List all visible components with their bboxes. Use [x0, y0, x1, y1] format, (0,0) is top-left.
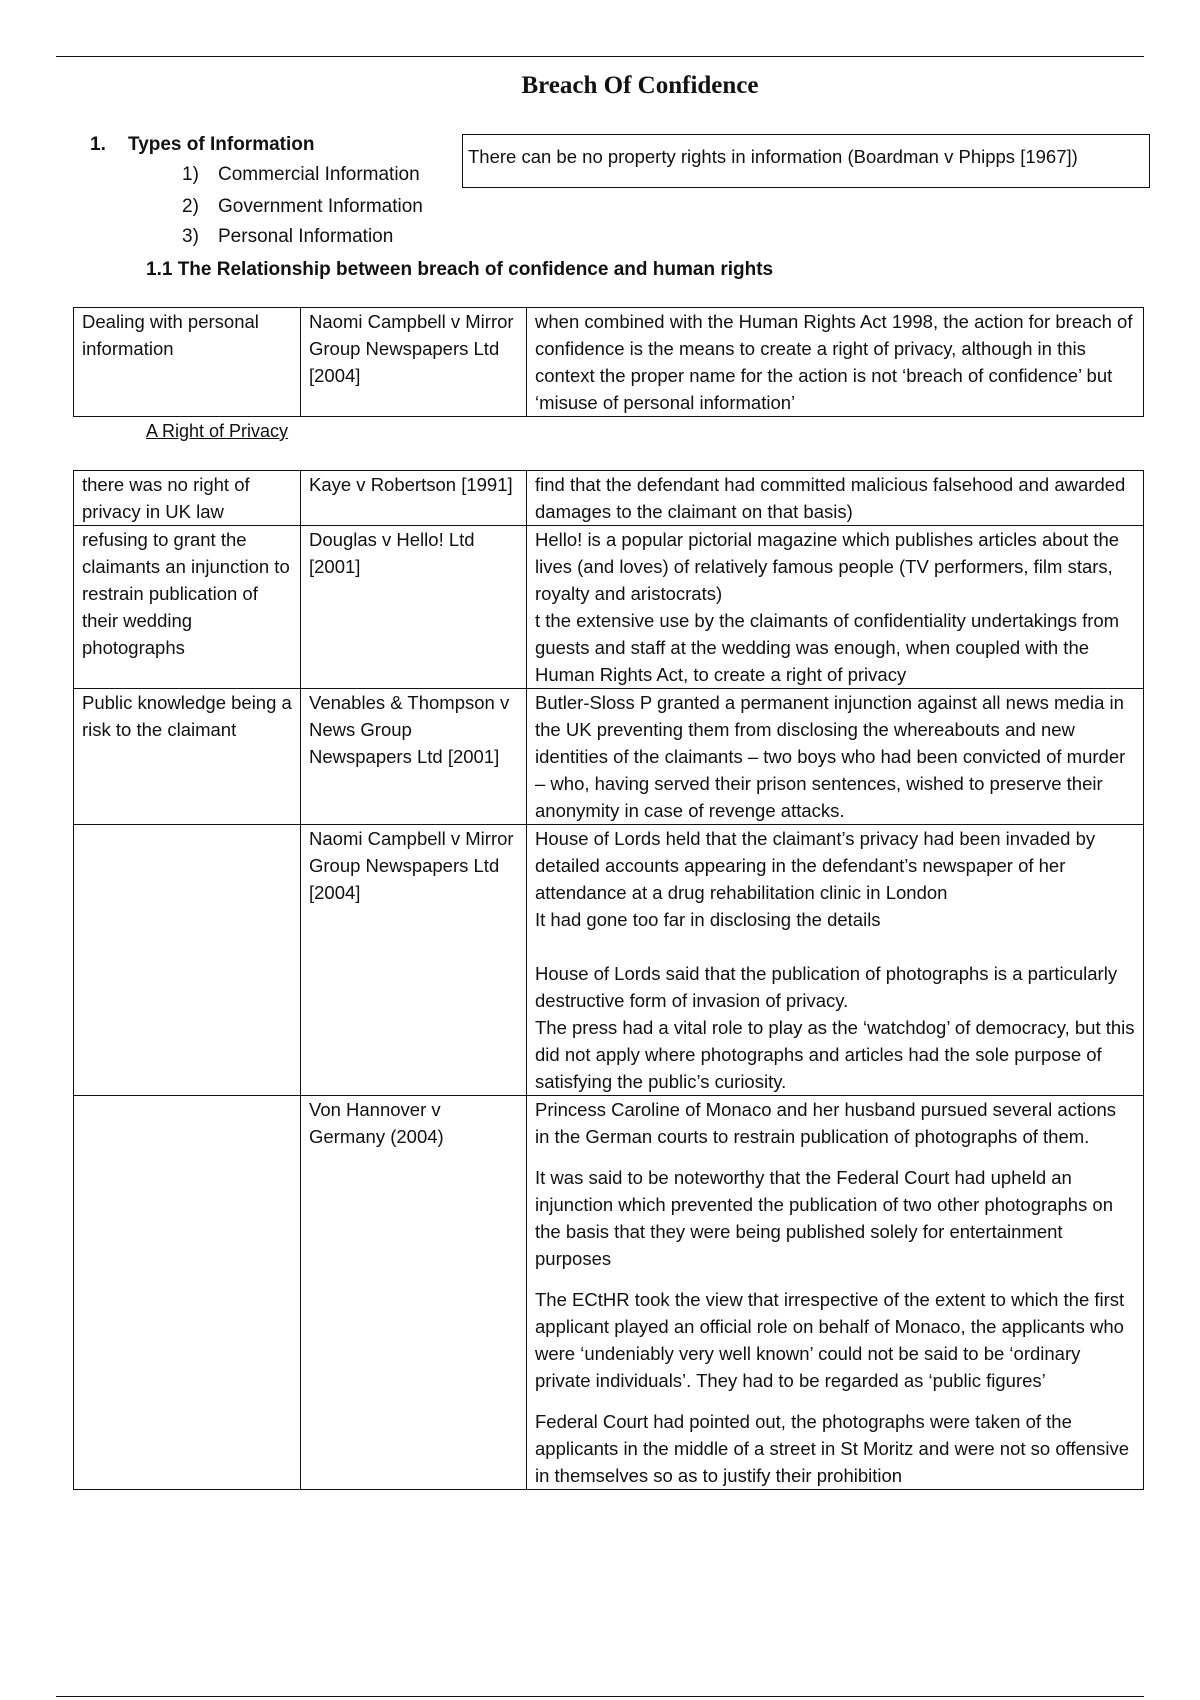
list-item: [182, 164, 420, 186]
page-title: Breach Of Confidence: [521, 72, 759, 99]
case-cell: Naomi Campbell v Mirror Group Newspapers Ltd [2004]: [301, 825, 527, 1096]
section-heading-text: Types of Information: [128, 134, 315, 155]
topic-cell: refusing to grant the claimants an injunction to restrain publication of their wedding photographs: [74, 526, 301, 689]
table-row: [74, 308, 1144, 417]
property-rights-note: There can be no property rights in information (Boardman v Phipps [1967]): [462, 134, 1150, 188]
detail-paragraph: The ECtHR took the view that irrespective of the extent to which the first applicant played an official role on behalf of Monaco, the applicants who were ‘undeniably very well known’ could not be said to be ‘ordinary private individuals’. They had to be regarded as ‘public figures’: [535, 1289, 1125, 1391]
topic-cell: [74, 825, 301, 1096]
list-item-label: Personal Information: [218, 226, 394, 247]
case-cell: Naomi Campbell v Mirror Group Newspapers Ltd [2004]: [301, 308, 527, 417]
detail-cell: [527, 1096, 1144, 1490]
topic-cell: Dealing with personal information: [74, 308, 301, 417]
table-row: [74, 825, 1144, 1096]
detail-cell: Butler-Sloss P granted a permanent injunction against all news media in the UK preventing them from disclosing the whereabouts and new identities of the claimants – two boys who had been convicted of murder – who, having served their prison sentences, wished to preserve their anonymity in case of revenge attacks.: [527, 689, 1144, 825]
list-item-label: Commercial Information: [218, 164, 420, 185]
detail-paragraph: Federal Court had pointed out, the photographs were taken of the applicants in the middle of a street in St Moritz and were not so offensive in themselves so as to justify their prohibition: [535, 1411, 1130, 1486]
detail-cell: find that the defendant had committed malicious falsehood and awarded damages to the claimant on that basis): [527, 471, 1144, 526]
detail-cell: [527, 825, 1144, 1096]
table-row: [74, 471, 1144, 526]
top-rule: [56, 56, 1144, 57]
bottom-rule: [56, 1696, 1144, 1697]
table-row: [74, 1096, 1144, 1490]
case-cell: Venables & Thompson v News Group Newspapers Ltd [2001]: [301, 689, 527, 825]
detail-paragraph: t the extensive use by the claimants of confidentiality undertakings from guests and staff at the wedding was enough, when coupled with the Human Rights Act, to create a right of privacy: [535, 610, 1120, 685]
section-number: 1.: [90, 134, 106, 155]
table-row: [74, 526, 1144, 689]
list-item-number: 2): [182, 196, 199, 217]
detail-cell: [527, 526, 1144, 689]
personal-information-table: [73, 307, 1144, 417]
right-of-privacy-table: [73, 470, 1144, 1490]
detail-paragraph: Princess Caroline of Monaco and her husband pursued several actions in the German courts to restrain publication of photographs of them.: [535, 1099, 1117, 1147]
topic-cell: there was no right of privacy in UK law: [74, 471, 301, 526]
detail-paragraph: House of Lords said that the publication of photographs is a particularly destructive form of invasion of privacy.: [535, 963, 1118, 1011]
detail-paragraph: It had gone too far in disclosing the details: [535, 909, 881, 930]
table-caption: A Right of Privacy: [146, 421, 289, 441]
detail-cell: when combined with the Human Rights Act 1998, the action for breach of confidence is the means to create a right of privacy, although in this context the proper name for the action is not ‘breach of confidence’ but ‘misuse of personal information’: [527, 308, 1144, 417]
topic-cell: Public knowledge being a risk to the claimant: [74, 689, 301, 825]
section-heading: [90, 134, 314, 156]
detail-paragraph: House of Lords held that the claimant’s privacy had been invaded by detailed accounts appearing in the defendant’s newspaper of her attendance at a drug rehabilitation clinic in London: [535, 828, 1096, 903]
case-cell: Von Hannover v Germany (2004): [301, 1096, 527, 1490]
list-item: [182, 226, 393, 248]
detail-paragraph: The press had a vital role to play as the ‘watchdog’ of democracy, but this did not apply where photographs and articles had the sole purpose of satisfying the public’s curiosity.: [535, 1017, 1135, 1092]
table-row: [74, 689, 1144, 825]
detail-paragraph: Hello! is a popular pictorial magazine which publishes articles about the lives (and loves) of relatively famous people (TV performers, film stars, royalty and aristocrats): [535, 529, 1120, 604]
case-cell: Douglas v Hello! Ltd [2001]: [301, 526, 527, 689]
case-cell: Kaye v Robertson [1991]: [301, 471, 527, 526]
topic-cell: [74, 1096, 301, 1490]
detail-paragraph: It was said to be noteworthy that the Federal Court had upheld an injunction which prevented the publication of two other photographs on the basis that they were being published solely for entertainment purposes: [535, 1167, 1113, 1269]
list-item-number: 1): [182, 164, 199, 185]
list-item-label: Government Information: [218, 196, 423, 217]
list-item: [182, 196, 423, 218]
list-item-number: 3): [182, 226, 199, 247]
subsection-heading: 1.1 The Relationship between breach of confidence and human rights: [146, 259, 774, 280]
